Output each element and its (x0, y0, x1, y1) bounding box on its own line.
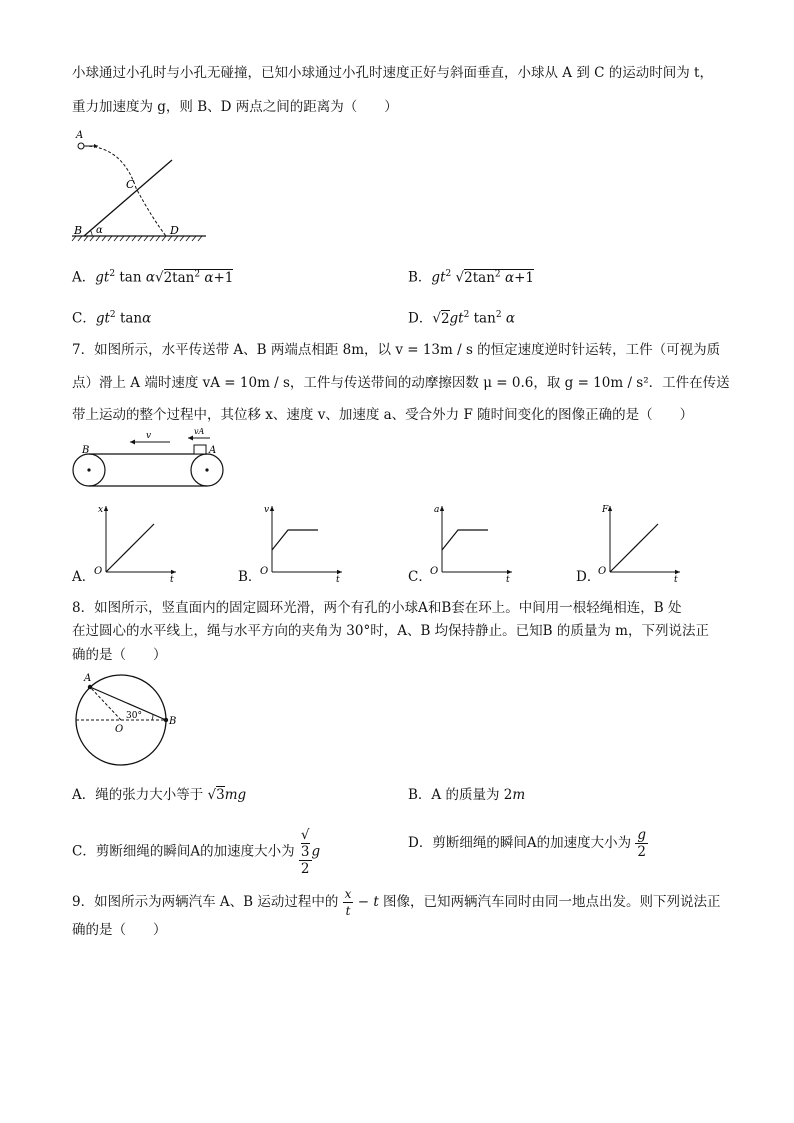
origin: O (260, 566, 269, 577)
q6-option-b: B．$gt^2$ $√2\tan^2$ α+1 (408, 269, 534, 286)
label-angle: 30° (126, 711, 142, 721)
q8-stem-line1: 8．如图所示，竖直面内的固定圆环光滑，两个有孔的小球A和B套在环上。中间用一根轻绳相连，B 处 (72, 600, 682, 616)
ylabel: x (98, 505, 104, 515)
q7-stem-line1: 7．如图所示，水平传送带 A、B 两端点相距 8m，以 v = 13m / s 的恒定速度逆时针运转，工件（可视为质 (72, 342, 721, 358)
label-b: B (74, 224, 83, 237)
q7-option-b-letter: B． (238, 569, 262, 585)
q8-option-d: D．剪断细绳的瞬间A的加速度大小为 $\frac{g}{2}$ (408, 827, 647, 860)
q8-option-a: A．绳的张力大小等于 √3mg (72, 787, 247, 803)
q7-option-c-letter: C． (408, 569, 432, 585)
q6-option-a: A．$gt^2$ $\tan \alpha√2\tan^2$ α+1 (72, 269, 234, 286)
q6-option-d: D．$√2gt^2$ $\tan^2 \alpha$ (408, 310, 515, 327)
q9-stem-line2: 确的是（ ） (72, 922, 167, 938)
xlabel: t (674, 575, 678, 584)
xlabel: t (170, 575, 174, 584)
q8-stem-line2: 在过圆心的水平线上，绳与水平方向的夹角为 30°时，A、B 均保持静止。已知B 的质量为 m，下列说法正 (72, 623, 709, 639)
q7-option-a-letter: A． (72, 569, 96, 585)
label-va: vA (194, 427, 205, 436)
q7-graph-c (428, 500, 518, 584)
label-a: A (76, 130, 84, 141)
q8-option-b: B．A 的质量为 2m (408, 787, 526, 803)
q6-option-c: C．$gt^2$ tanα (72, 310, 152, 327)
q7-graph-a (92, 500, 182, 584)
xlabel: t (336, 575, 340, 584)
label-alpha: α (96, 225, 103, 236)
label-a: A (84, 673, 92, 684)
q8-stem-line3: 确的是（ ） (72, 647, 167, 663)
label-d: D (170, 224, 179, 237)
q9-stem-line1: 9．如图所示为两辆汽车 A、B 运动过程中的 $\frac{x}{t}$ − t 图像，已知两辆汽车同时由同一地点出发。则下列说法正 (72, 887, 721, 918)
label-v: v (146, 431, 152, 441)
q7-graph-b (258, 500, 348, 584)
q7-conveyor-figure (70, 426, 226, 490)
q7-option-d-letter: D． (576, 569, 601, 585)
q6-figure (70, 128, 210, 246)
q7-stem-line3: 带上运动的整个过程中，其位移 x、速度 v、加速度 a、受合外力 F 随时间变化的图像正确的是（ ） (72, 407, 694, 423)
label-c: C (126, 178, 135, 191)
q6-stem-line2: 重力加速度为 g，则 B、D 两点之间的距离为（ ） (72, 99, 398, 115)
ylabel: v (264, 505, 270, 515)
origin: O (94, 566, 103, 577)
origin: O (430, 566, 439, 577)
q7-graph-d (596, 500, 686, 584)
q8-ring-figure (70, 668, 180, 772)
q7-stem-line2: 点）滑上 A 端时速度 vA = 10m / s，工件与传送带间的动摩擦因数 μ = 0.6，取 g = 10m / s²．工件在传送 (72, 375, 730, 391)
label-b: B (82, 445, 90, 456)
label-b: B (169, 716, 177, 727)
ylabel: F (602, 505, 609, 515)
label-a: A (209, 445, 217, 456)
ylabel: a (434, 505, 440, 515)
origin: O (598, 566, 607, 577)
q8-option-c: C．剪断细绳的瞬间A的加速度大小为 √ 3 2 g (72, 827, 321, 877)
label-o: O (115, 724, 124, 735)
q6-stem-line1: 小球通过小孔时与小孔无碰撞，已知小球通过小孔时速度正好与斜面垂直，小球从 A 到 C 的运动时间为 t， (72, 65, 713, 81)
xlabel: t (506, 575, 510, 584)
